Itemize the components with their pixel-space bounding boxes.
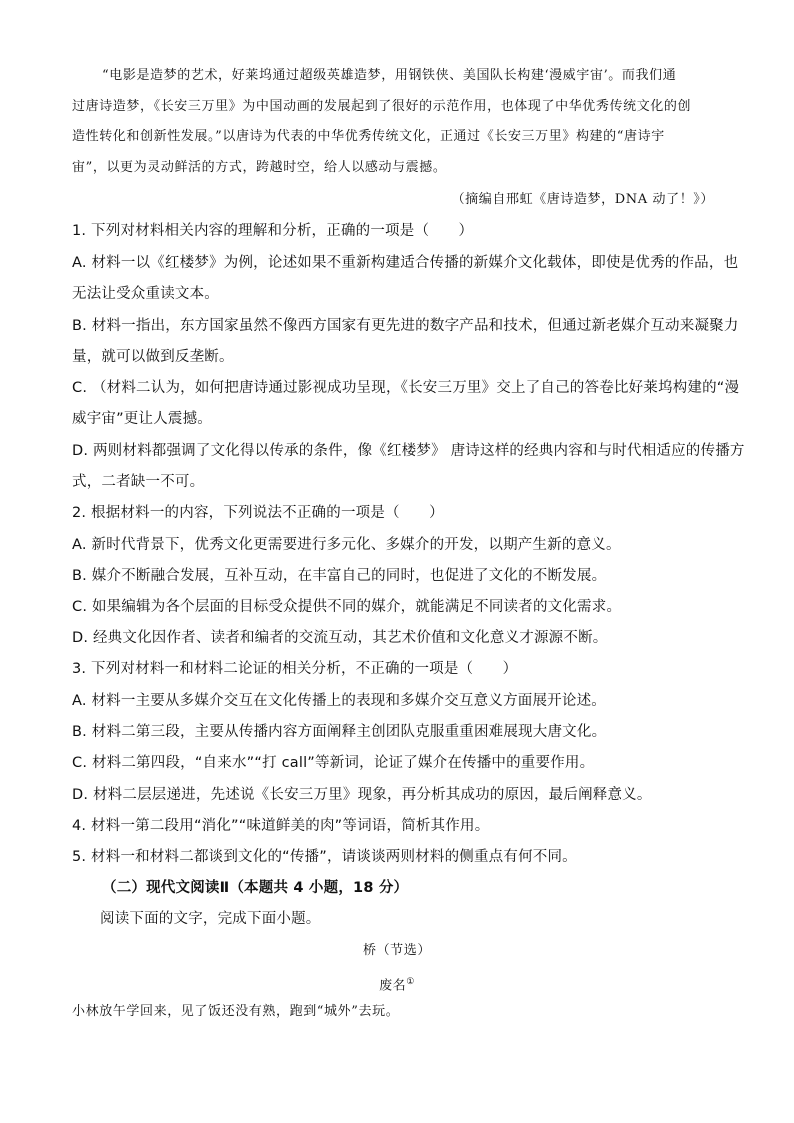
passage-first-line: 小林放午学回来，见了饭还没有熟，跑到“城外”去玩。 xyxy=(72,1004,400,1019)
question-1-option-a-cont: 无法让受众重读文本。 xyxy=(72,286,219,302)
question-2-option-a: A. 新时代背景下，优秀文化更需要进行多元化、多媒介的开发，以期产生新的意义。 xyxy=(72,537,621,553)
question-1-stem: 1. 下列对材料相关内容的理解和分析，正确的一项是（ ） xyxy=(72,223,474,239)
question-3-option-a: A. 材料一主要从多媒介交互在文化传播上的表现和多媒介交互意义方面展开论述。 xyxy=(72,693,606,709)
question-3-option-b: B. 材料二第三段，主要从传播内容方面阐释主创团队克服重重困难展现大唐文化。 xyxy=(72,724,607,740)
author-name: 废名 xyxy=(379,978,407,994)
question-1-option-c-cont: 威宇宙”更让人震撼。 xyxy=(72,411,213,427)
question-5: 5. 材料一和材料二都谈到文化的“传播”，请谈谈两则材料的侧重点有何不同。 xyxy=(72,849,577,865)
section-heading: （二）现代文阅读Ⅱ（本题共 4 小题，18 分） xyxy=(102,880,409,896)
question-2-option-b: B. 媒介不断融合发展，互补互动，在丰富自己的同时，也促进了文化的不断发展。 xyxy=(72,568,607,584)
author-footnote-mark: ① xyxy=(406,977,415,987)
material-paragraph-line-1: “电影是造梦的艺术，好莱坞通过超级英雄造梦，用钢铁侠、美国队长构建‘漫威宇宙’。而我们通 xyxy=(102,68,677,83)
material-source: （摘编自邢虹《唐诗造梦，DNA 动了！》） xyxy=(451,192,714,207)
section-instruction: 阅读下面的文字，完成下面小题。 xyxy=(100,911,321,927)
question-1-option-d-cont: 式，二者缺一不可。 xyxy=(72,474,205,490)
question-1-option-b: B. 材料一指出，东方国家虽然不像西方国家有更先进的数字产品和技术，但通过新老媒介互动来凝聚力 xyxy=(72,318,739,334)
question-4: 4. 材料一第二段用“消化”“味道鲜美的肉”等词语，简析其作用。 xyxy=(72,818,490,834)
question-3-stem: 3. 下列对材料一和材料二论证的相关分析，不正确的一项是（ ） xyxy=(72,661,518,677)
question-2-option-c: C. 如果编辑为各个层面的目标受众提供不同的媒介，就能满足不同读者的文化需求。 xyxy=(72,599,622,615)
passage-title: 桥（节选） xyxy=(362,943,431,958)
passage-author xyxy=(0,972,794,996)
question-3-option-d: D. 材料二层层递进，先述说《长安三万里》现象，再分析其成功的原因，最后阐释意义。 xyxy=(72,787,652,803)
question-2-option-d: D. 经典文化因作者、读者和编者的交流互动，其艺术价值和文化意义才源源不断。 xyxy=(72,630,608,646)
question-1-option-d: D. 两则材料都强调了文化得以传承的条件，像《红楼梦》 唐诗这样的经典内容和与时代相适应的传播方 xyxy=(72,443,745,459)
question-3-option-c: C. 材料二第四段，“自来水”“打 call”等新词，论证了媒介在传播中的重要作用。 xyxy=(72,755,595,771)
material-paragraph-line-4: 宙”，以更为灵动鲜活的方式，跨越时空，给人以感动与震撼。 xyxy=(72,160,447,175)
question-1-option-a: A. 材料一以《红楼梦》为例，论述如果不重新构建适合传播的新媒介文化载体，即使是优秀的作品，也 xyxy=(72,255,739,271)
question-2-stem: 2. 根据材料一的内容，下列说法不正确的一项是（ ） xyxy=(72,505,444,521)
material-paragraph-line-3: 造性转化和创新性发展。”以唐诗为代表的中华优秀传统文化，正通过《长安三万里》构建的“唐诗宇 xyxy=(72,129,665,144)
question-1-option-c: C. （材料二认为，如何把唐诗通过影视成功呈现，《长安三万里》交上了自己的答卷比好莱坞构建的“漫 xyxy=(72,380,740,396)
material-paragraph-line-2: 过唐诗造梦，《长安三万里》为中国动画的发展起到了很好的示范作用，也体现了中华优秀传统文化的创 xyxy=(72,99,692,114)
question-1-option-b-cont: 量，就可以做到反垄断。 xyxy=(72,349,234,365)
